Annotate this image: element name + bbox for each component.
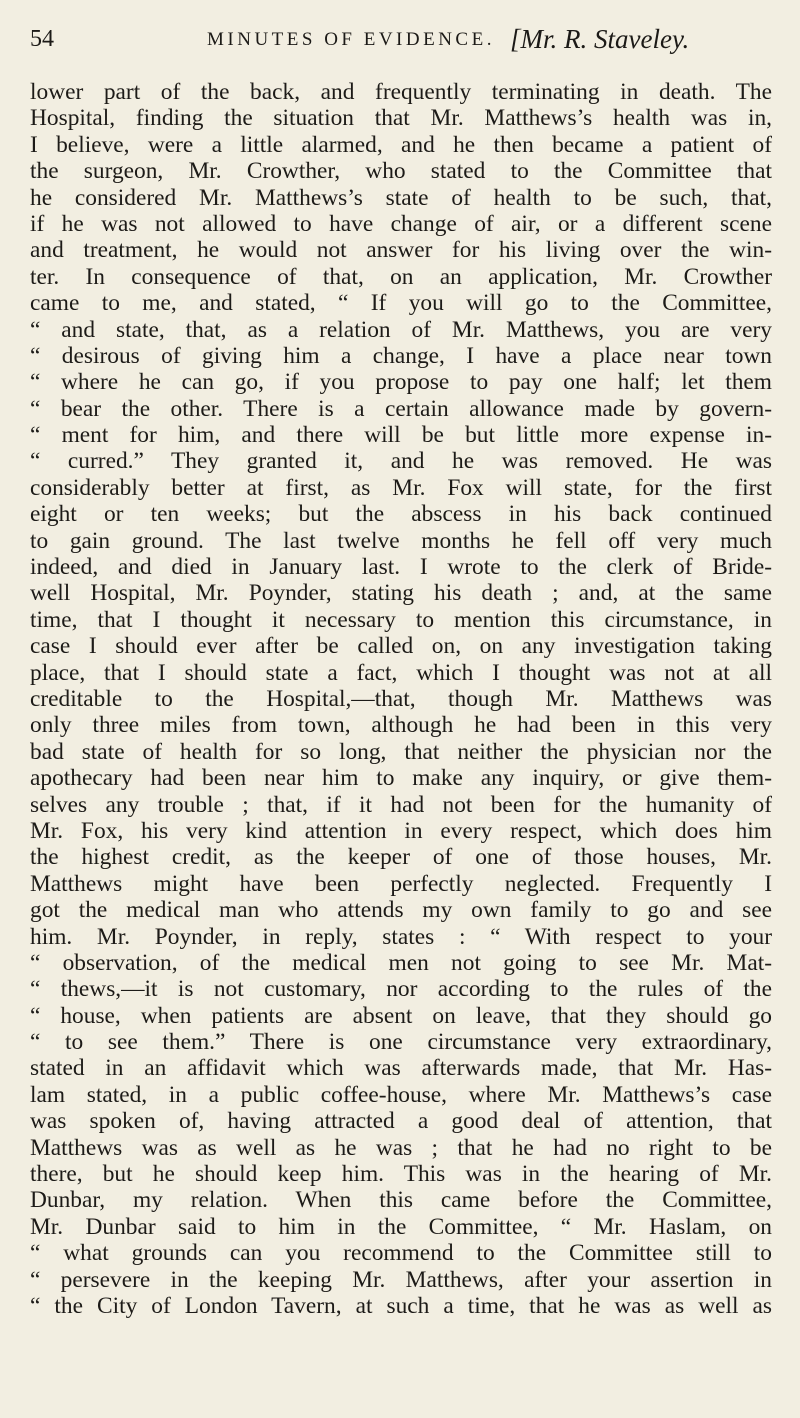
text-line: “ to see them.” There is one circumstance very extraordinary, (30, 1029, 772, 1056)
text-line: “ thews,—it is not customary, nor according to the rules of the (30, 976, 772, 1003)
text-line: ter. In consequence of that, on an application, Mr. Crowther (30, 263, 772, 290)
text-line: “ curred.” They granted it, and he was removed. He was (30, 448, 772, 475)
text-line: time, that I thought it necessary to mention this circumstance, in (30, 606, 772, 633)
text-line: “ house, when patients are absent on leave, that they should go (30, 1002, 772, 1029)
text-line: Dunbar, my relation. When this came before the Committee, (30, 1187, 772, 1214)
text-line: he considered Mr. Matthews’s state of health to be such, that, (30, 184, 772, 211)
text-line: Mr. Dunbar said to him in the Committee, “ Mr. Haslam, on (30, 1213, 772, 1240)
text-line: “ persevere in the keeping Mr. Matthews, after your assertion in (30, 1266, 772, 1293)
text-line: lower part of the back, and frequently terminating in death. The (30, 79, 772, 105)
text-line: Matthews was as well as he was ; that he had no right to be (30, 1134, 772, 1161)
text-line: the highest credit, as the keeper of one of those houses, Mr. (30, 844, 772, 871)
text-line: him. Mr. Poynder, in reply, states : “ With respect to your (30, 923, 772, 950)
text-line: eight or ten weeks; but the abscess in his back continued (30, 501, 772, 528)
text-line: “ what grounds can you recommend to the Committee still to (30, 1240, 772, 1267)
text-line: got the medical man who attends my own family to go and see (30, 897, 772, 924)
text-line: there, but he should keep him. This was in the hearing of Mr. (30, 1161, 772, 1188)
witness-name: [Mr. R. Staveley. (510, 24, 690, 54)
text-line: was spoken of, having attracted a good deal of attention, that (30, 1108, 772, 1135)
page-number: 54 (30, 26, 54, 52)
text-line: lam stated, in a public coffee-house, where Mr. Matthews’s case (30, 1081, 772, 1108)
text-line: “ desirous of giving him a change, I have a place near town (30, 342, 772, 369)
text-line: creditable to the Hospital,—that, though Mr. Matthews was (30, 685, 772, 712)
text-line: selves any trouble ; that, if it had not been for the humanity of (30, 791, 772, 818)
text-line: if he was not allowed to have change of air, or a different scene (30, 210, 772, 237)
text-line: the surgeon, Mr. Crowther, who stated to the Committee that (30, 158, 772, 185)
text-line: “ and state, that, as a relation of Mr. Matthews, you are very (30, 316, 772, 343)
text-line: “ observation, of the medical men not going to see Mr. Mat- (30, 949, 772, 976)
text-line: stated in an affidavit which was afterwards made, that Mr. Has- (30, 1055, 772, 1082)
section-title: MINUTES OF EVIDENCE. (207, 29, 495, 50)
text-line: well Hospital, Mr. Poynder, stating his death ; and, at the same (30, 580, 772, 607)
evidence-text (30, 79, 772, 1319)
text-line: place, that I should state a fact, which I thought was not at all (30, 659, 772, 686)
text-line: to gain ground. The last twelve months he fell off very much (30, 527, 772, 554)
text-line: bad state of health for so long, that neither the physician nor the (30, 738, 772, 765)
running-head (24, 20, 780, 60)
text-line: came to me, and stated, “ If you will go to the Committee, (30, 290, 772, 317)
text-line: apothecary had been near him to make any inquiry, or give them- (30, 765, 772, 792)
text-line: Matthews might have been perfectly neglected. Frequently I (30, 870, 772, 897)
text-line: only three miles from town, although he had been in this very (30, 712, 772, 739)
text-line: “ bear the other. There is a certain allowance made by govern- (30, 395, 772, 422)
text-line: “ where he can go, if you propose to pay one half; let them (30, 369, 772, 396)
text-line: case I should ever after be called on, on any investigation taking (30, 633, 772, 660)
text-line: I believe, were a little alarmed, and he then became a patient of (30, 131, 772, 158)
text-line: “ the City of London Tavern, at such a time, that he was as well as (30, 1292, 772, 1319)
text-line: “ ment for him, and there will be but little more expense in- (30, 422, 772, 449)
text-line: and treatment, he would not answer for his living over the win- (30, 237, 772, 264)
text-line: indeed, and died in January last. I wrote to the clerk of Bride- (30, 554, 772, 581)
text-line: Mr. Fox, his very kind attention in every respect, which does him (30, 817, 772, 844)
text-line: considerably better at first, as Mr. Fox will state, for the first (30, 474, 772, 501)
text-line: Hospital, finding the situation that Mr. Matthews’s health was in, (30, 105, 772, 132)
